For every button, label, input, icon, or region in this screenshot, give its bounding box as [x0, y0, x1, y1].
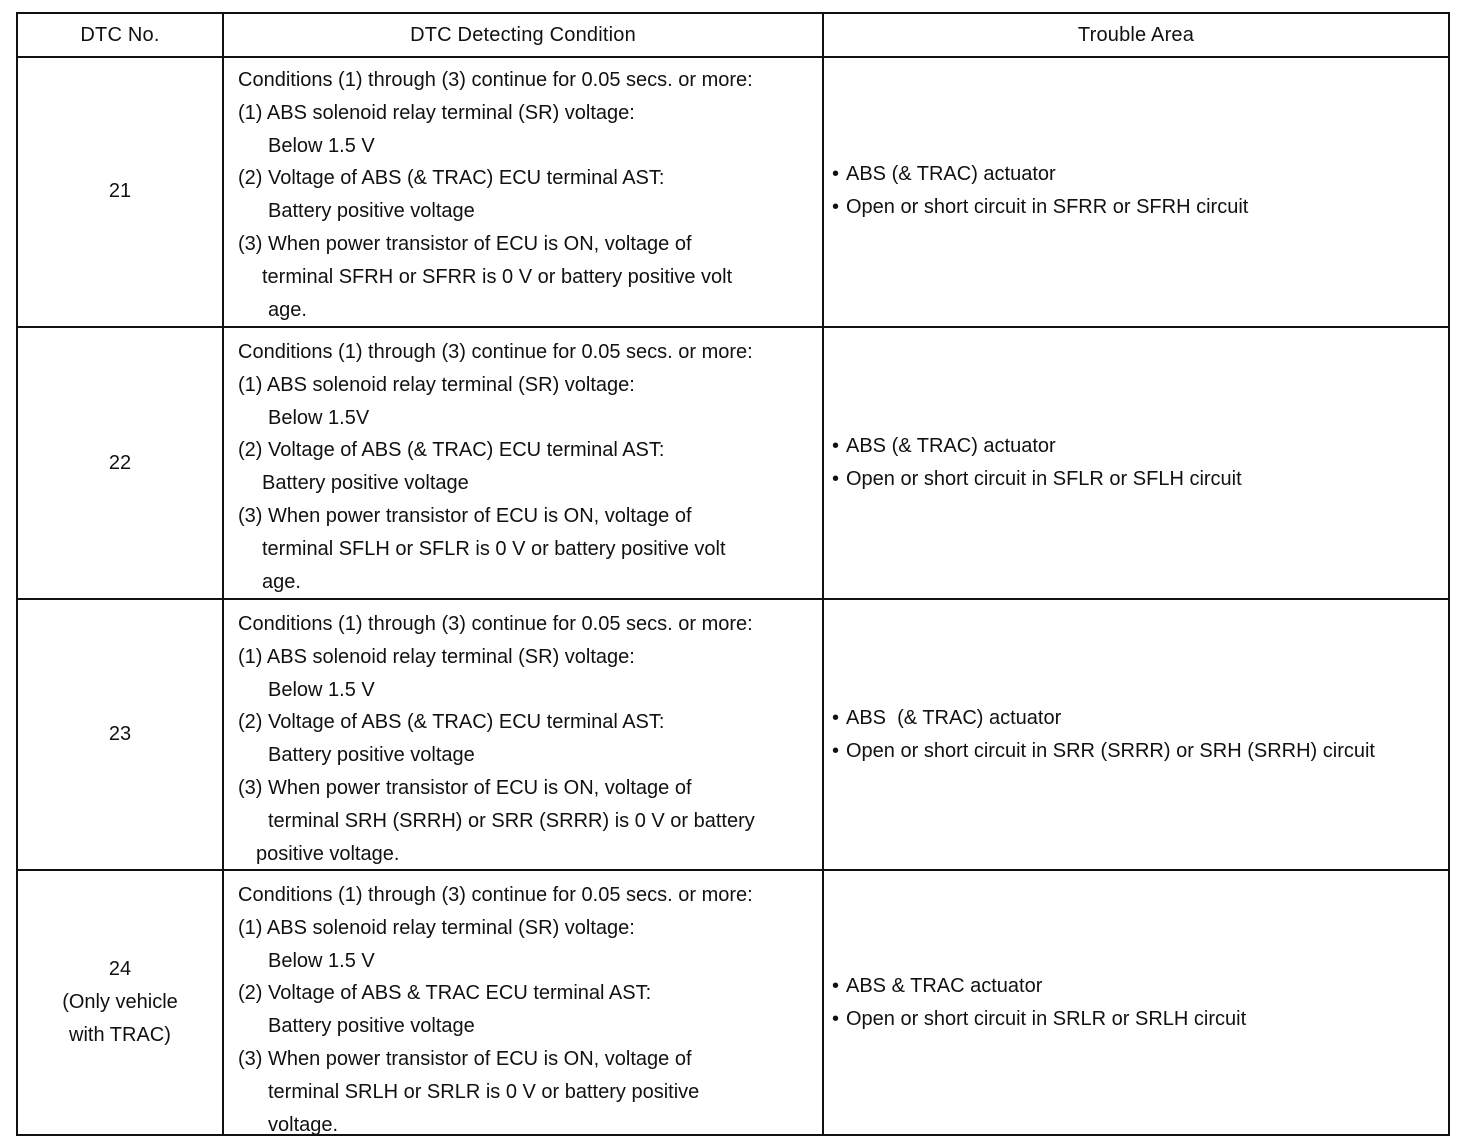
condition-line: Below 1.5 V	[268, 134, 375, 157]
detecting-condition-cell	[224, 600, 824, 869]
condition-line: (3) When power transistor of ECU is ON, voltage of	[238, 504, 692, 527]
condition-line: positive voltage.	[256, 842, 400, 865]
condition-line: age.	[268, 298, 307, 321]
header-row	[18, 14, 1448, 58]
condition-line: (1) ABS solenoid relay terminal (SR) voltage:	[238, 916, 635, 939]
condition-line: terminal SFRH or SFRR is 0 V or battery positive volt	[262, 265, 733, 288]
bullet-icon: •	[832, 435, 840, 457]
condition-line: Battery positive voltage	[268, 1015, 475, 1038]
dtc-number: 21	[108, 179, 132, 202]
bullet-icon: •	[832, 196, 840, 218]
condition-line: Below 1.5 V	[268, 678, 375, 701]
condition-line: (1) ABS solenoid relay terminal (SR) voltage:	[238, 101, 635, 124]
condition-line: Conditions (1) through (3) continue for 0.05 secs. or more:	[238, 69, 753, 91]
condition-line: Below 1.5 V	[268, 949, 375, 972]
table-row	[18, 56, 1448, 328]
bullet-icon: •	[832, 163, 840, 185]
detecting-condition-cell	[224, 871, 824, 1134]
condition-line: (3) When power transistor of ECU is ON, voltage of	[238, 1047, 692, 1070]
dtc-note-line: with TRAC)	[69, 1024, 171, 1046]
condition-line: (1) ABS solenoid relay terminal (SR) voltage:	[238, 645, 635, 668]
condition-line: (1) ABS solenoid relay terminal (SR) voltage:	[238, 373, 635, 396]
dtc-table	[16, 12, 1450, 1136]
dtc-number: 23	[108, 723, 132, 745]
condition-line: (2) Voltage of ABS (& TRAC) ECU terminal AST:	[238, 711, 665, 734]
bullet-icon: •	[832, 739, 840, 762]
trouble-area-item: • ABS (& TRAC) actuator	[832, 702, 1448, 735]
header-trouble-area: Trouble Area	[1077, 23, 1195, 46]
condition-line: voltage.	[268, 1113, 339, 1136]
trouble-area-item: • ABS (& TRAC) actuator	[832, 158, 1448, 191]
dtc-number-cell	[18, 871, 224, 1134]
condition-line: terminal SRLH or SRLR is 0 V or battery positive	[268, 1080, 700, 1103]
dtc-number-cell	[18, 600, 224, 869]
header-dtc-no: DTC No.	[18, 14, 224, 56]
condition-line: Battery positive voltage	[268, 744, 475, 767]
header-detecting-condition: DTC Detecting Condition	[224, 14, 824, 56]
table-row	[18, 871, 1448, 1134]
condition-line: terminal SRH (SRRH) or SRR (SRRR) is 0 V or battery	[268, 809, 755, 832]
trouble-area-item: • ABS & TRAC actuator	[832, 970, 1448, 1003]
trouble-area-item: • Open or short circuit in SRR (SRRR) or SRH (SRRH) circuit	[832, 735, 1448, 768]
detecting-condition-cell	[224, 56, 824, 326]
trouble-area-item: • ABS (& TRAC) actuator	[832, 430, 1448, 463]
table-row	[18, 600, 1448, 871]
trouble-area-cell	[824, 600, 1448, 869]
condition-line: (2) Voltage of ABS (& TRAC) ECU terminal AST:	[238, 167, 665, 190]
condition-line: (3) When power transistor of ECU is ON, voltage of	[238, 776, 692, 799]
trouble-area-item: • Open or short circuit in SFRR or SFRH circuit	[832, 191, 1448, 224]
trouble-area-item: • Open or short circuit in SFLR or SFLH circuit	[832, 463, 1448, 496]
dtc-number: 24	[108, 958, 132, 980]
dtc-number-cell	[18, 328, 224, 598]
condition-line: Conditions (1) through (3) continue for 0.05 secs. or more:	[238, 341, 753, 363]
trouble-area-cell	[824, 328, 1448, 598]
dtc-number: 22	[108, 451, 132, 474]
detecting-condition-cell	[224, 328, 824, 598]
dtc-note-line: (Only vehicle	[62, 991, 178, 1013]
condition-line: Conditions (1) through (3) continue for 0.05 secs. or more:	[238, 884, 753, 906]
condition-line: age.	[262, 570, 301, 593]
condition-line: (2) Voltage of ABS (& TRAC) ECU terminal AST:	[238, 439, 665, 462]
dtc-number-cell	[18, 56, 224, 326]
bullet-icon: •	[832, 974, 840, 997]
trouble-area-item: • Open or short circuit in SRLR or SRLH circuit	[832, 1003, 1448, 1036]
bullet-icon: •	[832, 706, 840, 729]
condition-line: Battery positive voltage	[262, 472, 469, 495]
trouble-area-cell	[824, 56, 1448, 326]
bullet-icon: •	[832, 1007, 840, 1030]
condition-line: Battery positive voltage	[268, 200, 475, 223]
trouble-area-cell	[824, 871, 1448, 1134]
condition-line: Below 1.5V	[268, 406, 370, 429]
condition-line: (2) Voltage of ABS & TRAC ECU terminal AST:	[238, 982, 652, 1005]
condition-line: (3) When power transistor of ECU is ON, voltage of	[238, 232, 692, 255]
bullet-icon: •	[832, 468, 840, 490]
condition-line: Conditions (1) through (3) continue for 0.05 secs. or more:	[238, 613, 753, 635]
condition-line: terminal SFLH or SFLR is 0 V or battery positive volt	[262, 537, 726, 560]
dtc-number-block	[62, 953, 178, 1052]
table-row	[18, 328, 1448, 600]
